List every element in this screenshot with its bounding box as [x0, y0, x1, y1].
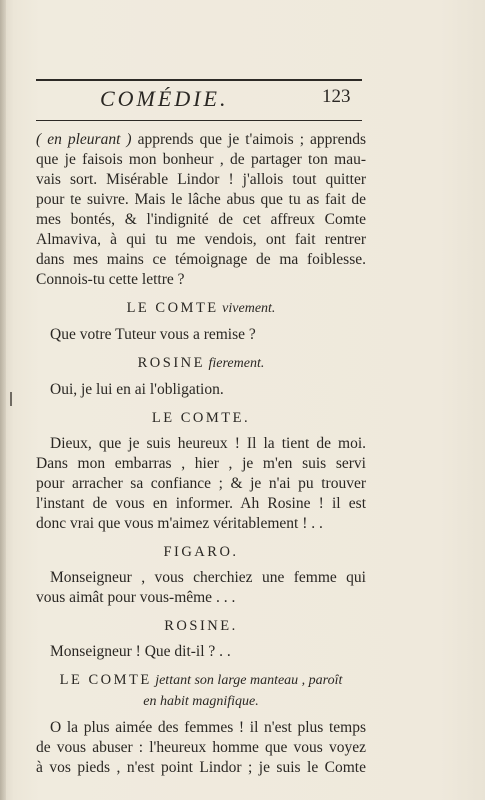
speaker-name: ROSINE [137, 355, 205, 371]
text-line: donc vrai que vous m'aimez véritablement ! . . [36, 515, 323, 532]
header-rule-top [36, 79, 362, 81]
page-body [36, 130, 366, 778]
text-line: l'instant de vous en informer. Ah Rosine ! il est [36, 495, 366, 512]
stage-direction: jettant son large manteau , paroît [151, 673, 343, 688]
text-line: mes bontés, & l'indignité de cet affreux Comte [36, 211, 366, 228]
text-line: Que votre Tuteur vous a remise ? [50, 326, 256, 343]
text-line: Oui, je lui en ai l'obligation. [50, 381, 224, 398]
text-line: pour te suivre. Mais le lâche abus que tu as fait de [36, 191, 366, 208]
speaker-heading [36, 353, 366, 374]
speaker-heading [36, 298, 366, 319]
speaker-heading [36, 670, 366, 691]
text-line: Monseigneur , vous cherchiez une femme qui [50, 569, 366, 586]
speaker-name: LE COMTE [59, 672, 152, 688]
text-line: vous aimât pour vous-même . . . [36, 589, 236, 606]
speaker-heading: FIGARO. [163, 544, 239, 560]
speaker-name: LE COMTE [126, 300, 219, 316]
text-line: Almaviva, à qui tu me vendois, ont fait rentrer [36, 231, 366, 248]
text-line [36, 130, 366, 150]
stage-direction: ( en pleurant ) [36, 131, 132, 148]
text-line: pour arracher sa confiance ; & je n'ai pu trouver [36, 475, 366, 492]
text-line: O la plus aimée des femmes ! il n'est plus temps [50, 719, 366, 736]
page-gutter [0, 0, 6, 800]
stage-direction: fierement. [205, 356, 265, 371]
text-line: Connois-tu cette lettre ? [36, 271, 185, 288]
header-rule-bottom [36, 120, 362, 121]
running-head: COMÉDIE. [100, 86, 229, 111]
margin-mark [10, 392, 12, 406]
stage-direction: en habit magnifique. [143, 694, 259, 709]
speaker-heading: ROSINE. [164, 618, 238, 634]
text-line: Monseigneur ! Que dit-il ? . . [50, 643, 231, 660]
speaker-heading: LE COMTE. [151, 410, 251, 426]
text-line: dans mes mains ce témoignage de ma foiblesse. [36, 251, 366, 268]
text-line: vais sort. Misérable Lindor ! j'allois tout quitter [36, 171, 366, 188]
text-fragment: apprends que je t'aimois ; apprends [131, 131, 366, 148]
stage-direction: vivement. [218, 301, 276, 316]
text-line: à vos pieds , n'est point Lindor ; je suis le Comte [36, 759, 366, 776]
text-line: Dieux, que je suis heureux ! Il la tient de moi. [50, 435, 366, 452]
text-line: de vous abuser : l'heureux homme que vous voyez [36, 739, 366, 756]
text-line: Dans mon embarras , hier , je m'en suis servi [36, 455, 366, 472]
text-line: que je faisois mon bonheur , de partager ton mau- [36, 151, 366, 168]
stage-direction-continued [36, 691, 366, 712]
page-number: 123 [322, 86, 351, 107]
